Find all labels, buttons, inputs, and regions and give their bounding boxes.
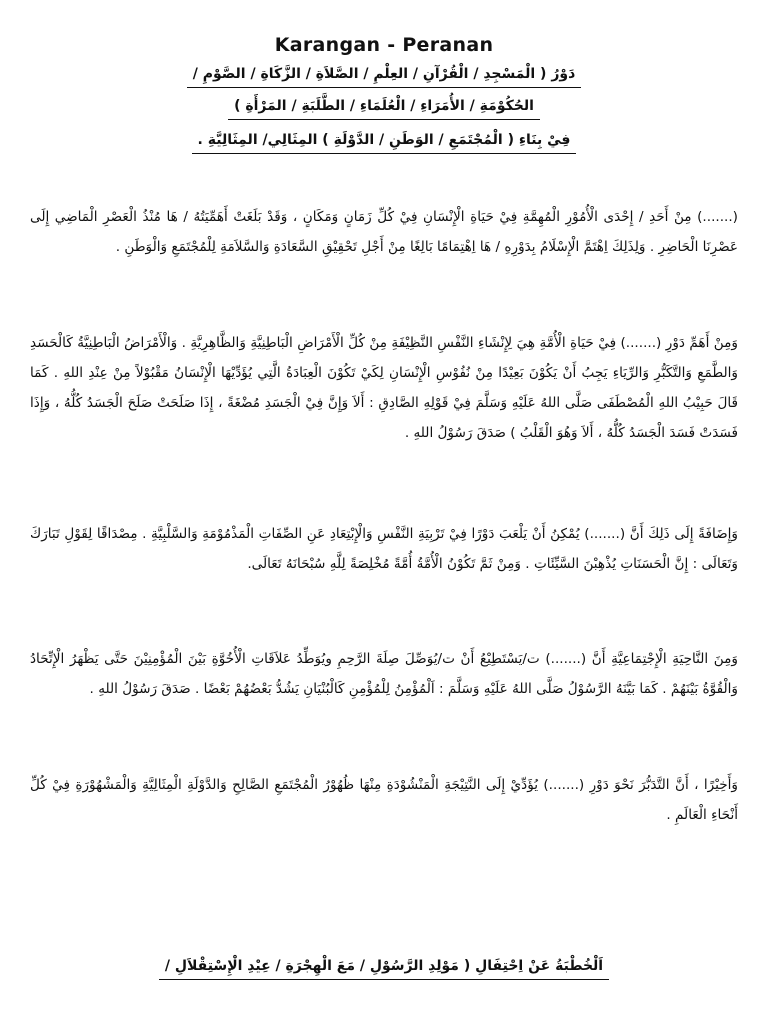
header-line-3 xyxy=(0,130,768,154)
paragraph-role-purifying-soul: وَمِنْ أَهَمِّ دَوْرِ (.......) فِيْ حَيَاةِ الْأُمَّةِ هِيَ لِإِنْشَاءِ النَّفْسِ النَّظِيْفَةِ مِنْ كُلِّ الْأَمْرَاضِ الْبَاطِنِيَّةِ وَالظَّاهِرِيَّةِ . وَالْأَمْرَاضُ الْبَاطِنِيَّةُ كَالْحَسَدِ وَالطَّمَعِ وَالتَّكَبُّرِ وَالرِّيَاءِ يَجِبُ أَنْ يَكُوْنَ بَعِيْدًا مِنْ نُفُوْسِ الْإِنْسَانِ لِكَيْ تَكُوْنَ الْعِبَادَةُ الَّتِي يُؤَدِّيْهَا الْإِنْسَانُ مَقْبُوْلاً مِنْ عِنْدِ اللهِ . كَمَا قَالَ حَبِيْبُ اللهِ الْمُصْطَفَى صَلَّى اللهُ عَلَيْهِ وَسَلَّمَ فِيْ قَوْلِهِ الصَّادِقِ : أَلاَ وَإِنَّ فِيْ الْجَسَدِ مُضْغَةً ، إِذَا صَلَحَتْ صَلَحَ الْجَسَدُ كُلُّهُ ، وَإِذَا فَسَدَتْ فَسَدَ الْجَسَدُ كُلُّهُ ، أَلاَ وَهُوَ الْقَلْبُ ) صَدَقَ رَسُوْلُ اللهِ . xyxy=(30,334,738,441)
paragraph-introduction: (.......) مِنْ أَحَدِ / إِحْدَى الْأُمُوْرِ الْمُهِمَّةِ فِيْ حَيَاةِ الْإِنْسَانِ فِيْ كُلِّ زَمَانٍ وَمَكَانٍ ، وَقَدْ بَلَغَتْ أَهَمِّيَتُهُ / هَا مُنْذُ الْعَصْرِ الْمَاضِي إِلَى عَصْرِنَا الْحَاضِرِ . وَلِذَلِكَ اِهْتَمَّ الْإِسْلَامُ بِدَوْرِهِ / هَا اِهْتِمَامًا بَالِغًا مِنْ أَجْلِ تَحْقِيْقِ السَّعَادَةِ وَالسَّلاَمَةِ لِلْمُجْتَمَعِ وَالْوَطَنِ . xyxy=(30,208,738,255)
paragraph-conclusion: وَأَخِيْرًا ، أَنَّ التَّدَبُّرَ نَحْوَ دَوْرِ (.......) يُؤَدِّيْ إِلَى النَّتِيْجَةِ الْمَنْشُوْدَةِ مِنْهَا ظُهُوْرُ الْمُجْتَمَعِ الصَّالِحِ وَالدَّوْلَةِ الْمِثَالِيَّةِ وَالْمَشْهُوْرَةِ فِيْ كُلِّ أَنْحَاءِ الْعَالَمِ . xyxy=(30,776,738,823)
header-line-1 xyxy=(0,64,768,88)
header-line-2 xyxy=(0,96,768,120)
paragraph-role-social: وَمِنَ النَّاحِيَةِ الْإِجْتِمَاعِيَّةِ أَنَّ (.......) ت/يَسْتَطِيْعُ أَنْ ت/يُوَصِّلَ صِلَةَ الرَّحِمِ ويُوَطِّدُ عَلاَقَاتِ الْأُخُوَّةِ بَيْنَ الْمُؤْمِنِيْنَ حَتَّى يَظْهَرُ الْإِتِّحَادُ وَالْقُوَّةُ بَيْنَهُمْ . كَمَا بَيَّنَهُ الرَّسُوْلُ صَلَّى اللهُ عَلَيْهِ وَسَلَّمَ : اَلْمُؤْمِنُ لِلْمُؤْمِنِ كَالْبُنْيَانِ يَشُدُّ بَعْضُهُمْ بَعْضًا . صَدَقَ رَسُوْلُ اللهِ . xyxy=(30,650,738,697)
document-title: Karangan - Peranan xyxy=(274,34,494,56)
footer-line xyxy=(0,956,768,980)
footer-line-text: اَلْخُطْبَةُ عَنْ اِحْتِفَالِ ( مَوْلِدِ الرَّسُوْلِ / مَعَ الْهِجْرَةِ / عِيْدِ الْإِسْتِقْلاَلِ / xyxy=(159,956,609,980)
paragraph-role-character-building: وَإِضَافَةً إِلَى ذَلِكَ أَنَّ (.......) يُمْكِنُ أَنْ يَلْعَبَ دَوْرًا فِيْ تَرْبِيَةِ النَّفْسِ وَالْإِبْتِعَادِ عَنِ الصِّفَاتِ الْمَذْمُوْمَةِ وَالسَّلْبِيَّةِ . مِصْدَاقًا لِقَوْلِ تَبَارَكَ وَتَعَالَى : إِنَّ الْحَسَنَاتِ يُذْهِبْنَ السَّيِّئَاتِ . وَمِنْ ثَمَّ تَكُوْنُ الْأُمَّةُ أُمَّةً مُخْلِصَةً لِلَّهِ سُبْحَانَهُ تَعَالَى. xyxy=(30,525,738,572)
header-line-1-text: دَوْرُ ( الْمَسْجِدِ / الْقُرْآنِ / العِلْمِ / الصَّلاَةِ / الزَّكَاةِ / الصَّوْمِ / xyxy=(187,64,582,88)
header-line-3-text: فِيْ بِنَاءِ ( الْمُجْتَمَعِ / الوَطَنِ / الدَّوْلَةِ ) المِثَالِي/ المِثَالِيَّةِ . xyxy=(192,130,577,154)
header-line-2-text: الحُكُوْمَةِ / الأُمَرَاءِ / الْعُلَمَاءِ / الطَّلَبَةِ / المَرْأَةِ ) xyxy=(228,96,540,120)
